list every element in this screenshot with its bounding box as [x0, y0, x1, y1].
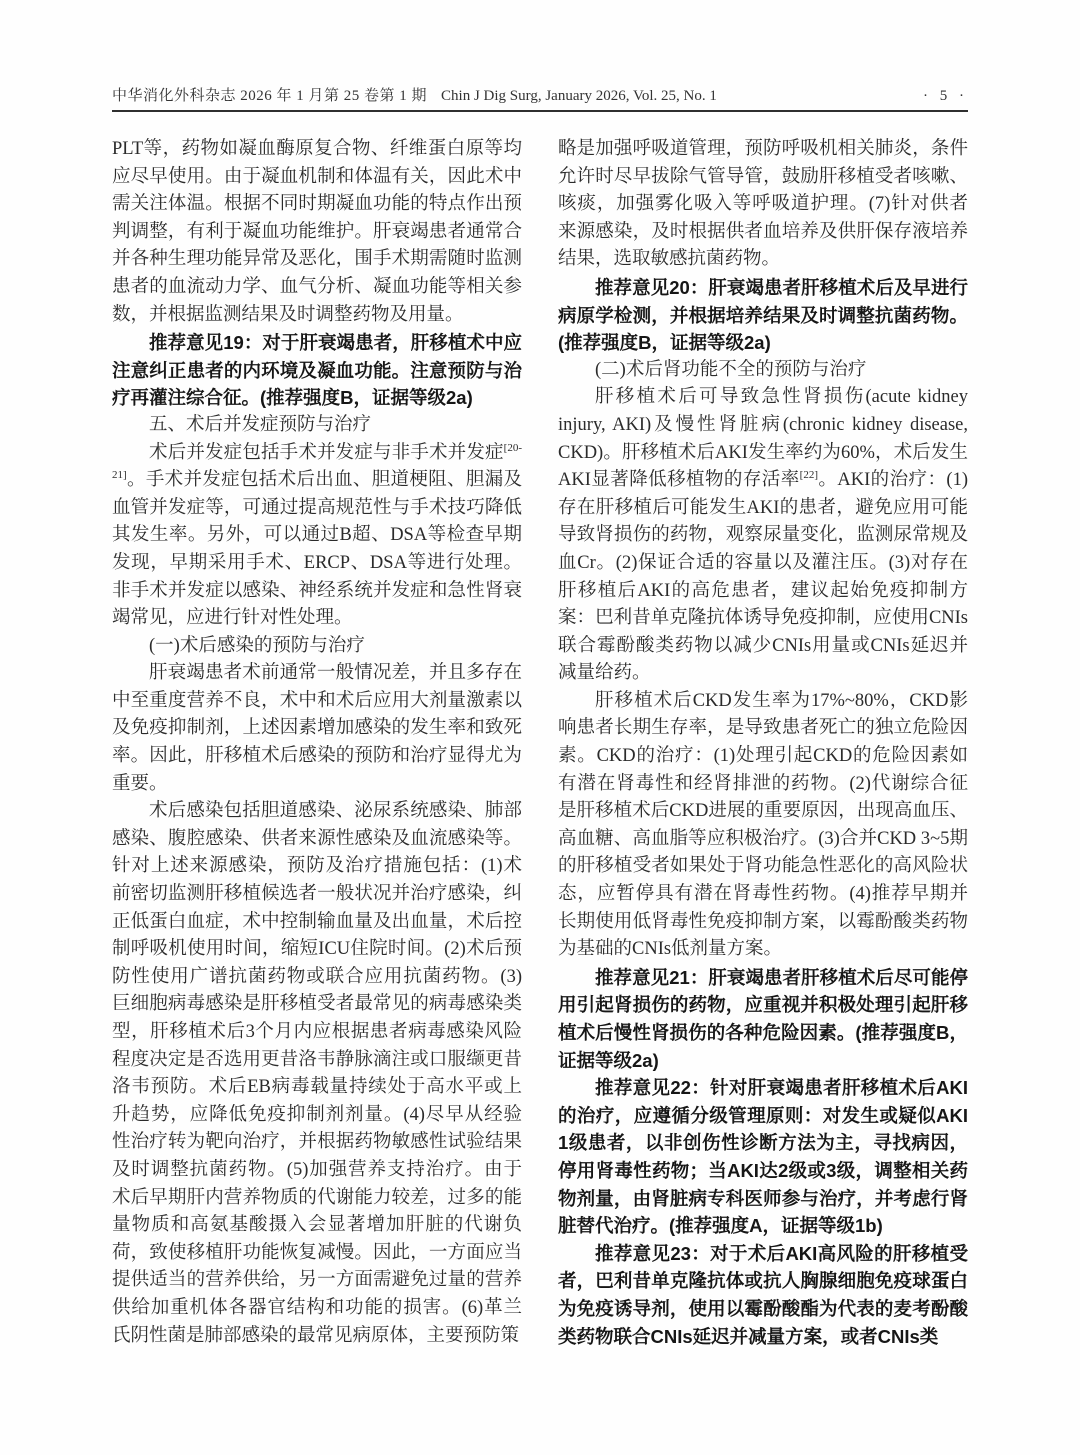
paragraph-body: [112, 660, 522, 798]
text-run: (二)术后肾功能不全的预防与治疗: [595, 359, 867, 380]
text-run: 推荐意见23：对于术后AKI高风险的肝移植受者，巴利昔单克隆抗体或抗人胸腺细胞免疫球蛋白为免疫诱导剂，使用以霉酚酸酯为代表的麦考酚酸类药物联合CNIs延迟并减量方案，或者CNIs类: [558, 1242, 968, 1347]
recommendation-paragraph: [558, 964, 968, 1074]
text-run: 肝移植术后CKD发生率为17%~80%，CKD影响患者长期生存率，是导致患者死亡的独立危险因素。CKD的治疗：(1)处理引起CKD的危险因素如有潜在肾毒性和经肾排泄的药物。(2)代谢综合征是肝移植术后CKD进展的重要原因，出现高血压、高血糖、高血脂等应积极治疗。(3)合并CKD 3~5期的肝移植受者如果处于肾功能急性恶化的高风险状态，应暂停具有潜在肾毒性药物。(4)推荐早期并长期使用低肾毒性免疫抑制方案，以霉酚酸类药物为基础的CNIs低剂量方案。: [558, 690, 968, 960]
paragraph-body: [112, 798, 522, 1350]
text-run: PLT等，药物如凝血酶原复合物、纤维蛋白原等均应尽早使用。由于凝血机制和体温有关，因此术中需关注体温。根据不同时期凝血功能的特点作出预判调整，有利于凝血功能维护。肝衰竭患者通常合并各种生理功能异常及恶化，围手术期需随时监测患者的血流动力学、血气分析、凝血功能等相关参数，并根据监测结果及时调整药物及用量。: [112, 139, 522, 325]
text-run: 肝移植术后可导致急性肾损伤(acute kidney injury, AKI)及慢性肾脏病(chronic kidney disease, CKD)。肝移植术后AKI发生率约为60%，术后发生AKI显著降低移植物的存活率: [558, 387, 968, 491]
section-heading: [112, 633, 522, 661]
header-rule: [112, 110, 968, 112]
text-run: 肝衰竭患者术前通常一般情况差，并且多存在中至重度营养不良，术中和术后应用大剂量激素以及免疫抑制剂，上述因素增加感染的发生率和致死率。因此，肝移植术后感染的预防和治疗显得尤为重要。: [112, 663, 522, 794]
text-run: 术后感染包括胆道感染、泌尿系统感染、肺部感染、腹腔感染、供者来源性感染及血流感染等。针对上述来源感染，预防及治疗措施包括：(1)术前密切监测肝移植候选者一般状况并治疗感染，纠正低蛋白血症，术中控制输血量及出血量，术后控制呼吸机使用时间，缩短ICU住院时间。(2)术后预防性使用广谱抗菌药物或联合应用抗菌药物。(3)巨细胞病毒感染是肝移植受者最常见的病毒感染类型，肝移植术后3个月内应根据患者病毒感染风险程度决定是否选用更昔洛韦静脉滴注或口服缬更昔洛韦预防。术后EB病毒载量持续处于高水平或上升趋势，应降低免疫抑制剂剂量。(4)尽早从经验性治疗转为靶向治疗，并根据药物敏感性试验结果及时调整抗菌药物。(5)加强营养支持治疗。由于术后早期肝内营养物质的代谢能力较差，过多的能量物质和高氨基酸摄入会显著增加肝脏的代谢负荷，致使移植肝功能恢复减慢。因此，一方面应当提供适当的营养供给，另一方面需避免过量的营养供给加重机体各器官结构和功能的损害。(6)革兰氏阴性菌是肺部感染的最常见病原体，主要预防策: [112, 801, 522, 1346]
reference-superscript: [22]: [799, 468, 818, 481]
section-heading: [112, 412, 522, 440]
text-column-left: [112, 136, 522, 1350]
journal-citation: [112, 84, 717, 105]
paragraph-body: [558, 384, 968, 688]
paragraph-body: [558, 688, 968, 964]
text-run: 。AKI的治疗：(1)存在肝移植后可能发生AKI的患者，避免应用可能导致肾损伤的药物，观察尿量变化，监测尿常规及血Cr。(2)保证合适的容量以及灌注压。(3)对存在肝移植后AKI的高危患者，建议起始免疫抑制方案：巴利昔单克隆抗体诱导免疫抑制，应使用CNIs联合霉酚酸类药物以减少CNIs用量或CNIs延迟并减量给药。: [558, 470, 969, 684]
journal-citation-en: Chin J Dig Surg, January 2026, Vol. 25, No. 1: [441, 88, 717, 104]
section-heading: [558, 357, 968, 385]
text-run: (一)术后感染的预防与治疗: [149, 635, 365, 656]
reference-superscript: [20-21]: [112, 441, 522, 481]
text-run: 。手术并发症包括术后出血、胆道梗阻、胆漏及血管并发症等，可通过提高规范性与手术技巧降低其发生率。另外，可以通过B超、DSA等检查早期发现，早期采用手术、ERCP、DSA等进行处理。非手术并发症以感染、神经系统并发症和急性肾衰竭常见，应进行针对性处理。: [112, 470, 522, 629]
text-run: 五、术后并发症预防与治疗: [149, 414, 372, 435]
recommendation-paragraph: [112, 329, 522, 412]
text-run: 推荐意见19：对于肝衰竭患者，肝移植术中应注意纠正患者的内环境及凝血功能。注意预防与治疗再灌注综合征。(推荐强度B，证据等级2a): [112, 332, 522, 409]
recommendation-paragraph: [558, 1074, 968, 1240]
paragraph-body-continued: [558, 136, 968, 274]
page-header: [112, 84, 968, 105]
text-run: 术后并发症包括手术并发症与非手术并发症: [149, 442, 504, 463]
text-run: 推荐意见22：针对肝衰竭患者肝移植术后AKI的治疗，应遵循分级管理原则：对发生或疑似AKI 1级患者，以非创伤性诊断方法为主，寻找病因，停用肾毒性药物；当AKI达2级或3级，调整相关药物剂量，由肾脏病专科医师参与治疗，并考虑行肾脏替代治疗。(推荐强度A，证据等级1b): [558, 1077, 968, 1237]
text-run: 推荐意见20：肝衰竭患者肝移植术后及早进行病原学检测，并根据培养结果及时调整抗菌药物。(推荐强度B，证据等级2a): [558, 276, 968, 354]
paragraph-body-continued: [112, 136, 522, 329]
page-number: · 5 ·: [923, 88, 968, 104]
text-run: 推荐意见21：肝衰竭患者肝移植术后尽可能停用引起肾损伤的药物，应重视并积极处理引起肝移植术后慢性肾损伤的各种危险因素。(推荐强度B，证据等级2a): [558, 966, 968, 1071]
paragraph-body: [112, 440, 522, 633]
text-column-right: [558, 136, 968, 1350]
recommendation-paragraph: [558, 1240, 968, 1350]
text-run: 略是加强呼吸道管理，预防呼吸机相关肺炎，条件允许时尽早拔除气管导管，鼓励肝移植受者咳嗽、咳痰，加强雾化吸入等呼吸道护理。(7)针对供者来源感染，及时根据供者血培养及供肝保存液培养结果，选取敏感抗菌药物。: [558, 139, 968, 270]
journal-citation-cn: 中华消化外科杂志 2026 年 1 月第 25 卷第 1 期: [112, 88, 428, 104]
recommendation-paragraph: [558, 274, 968, 357]
